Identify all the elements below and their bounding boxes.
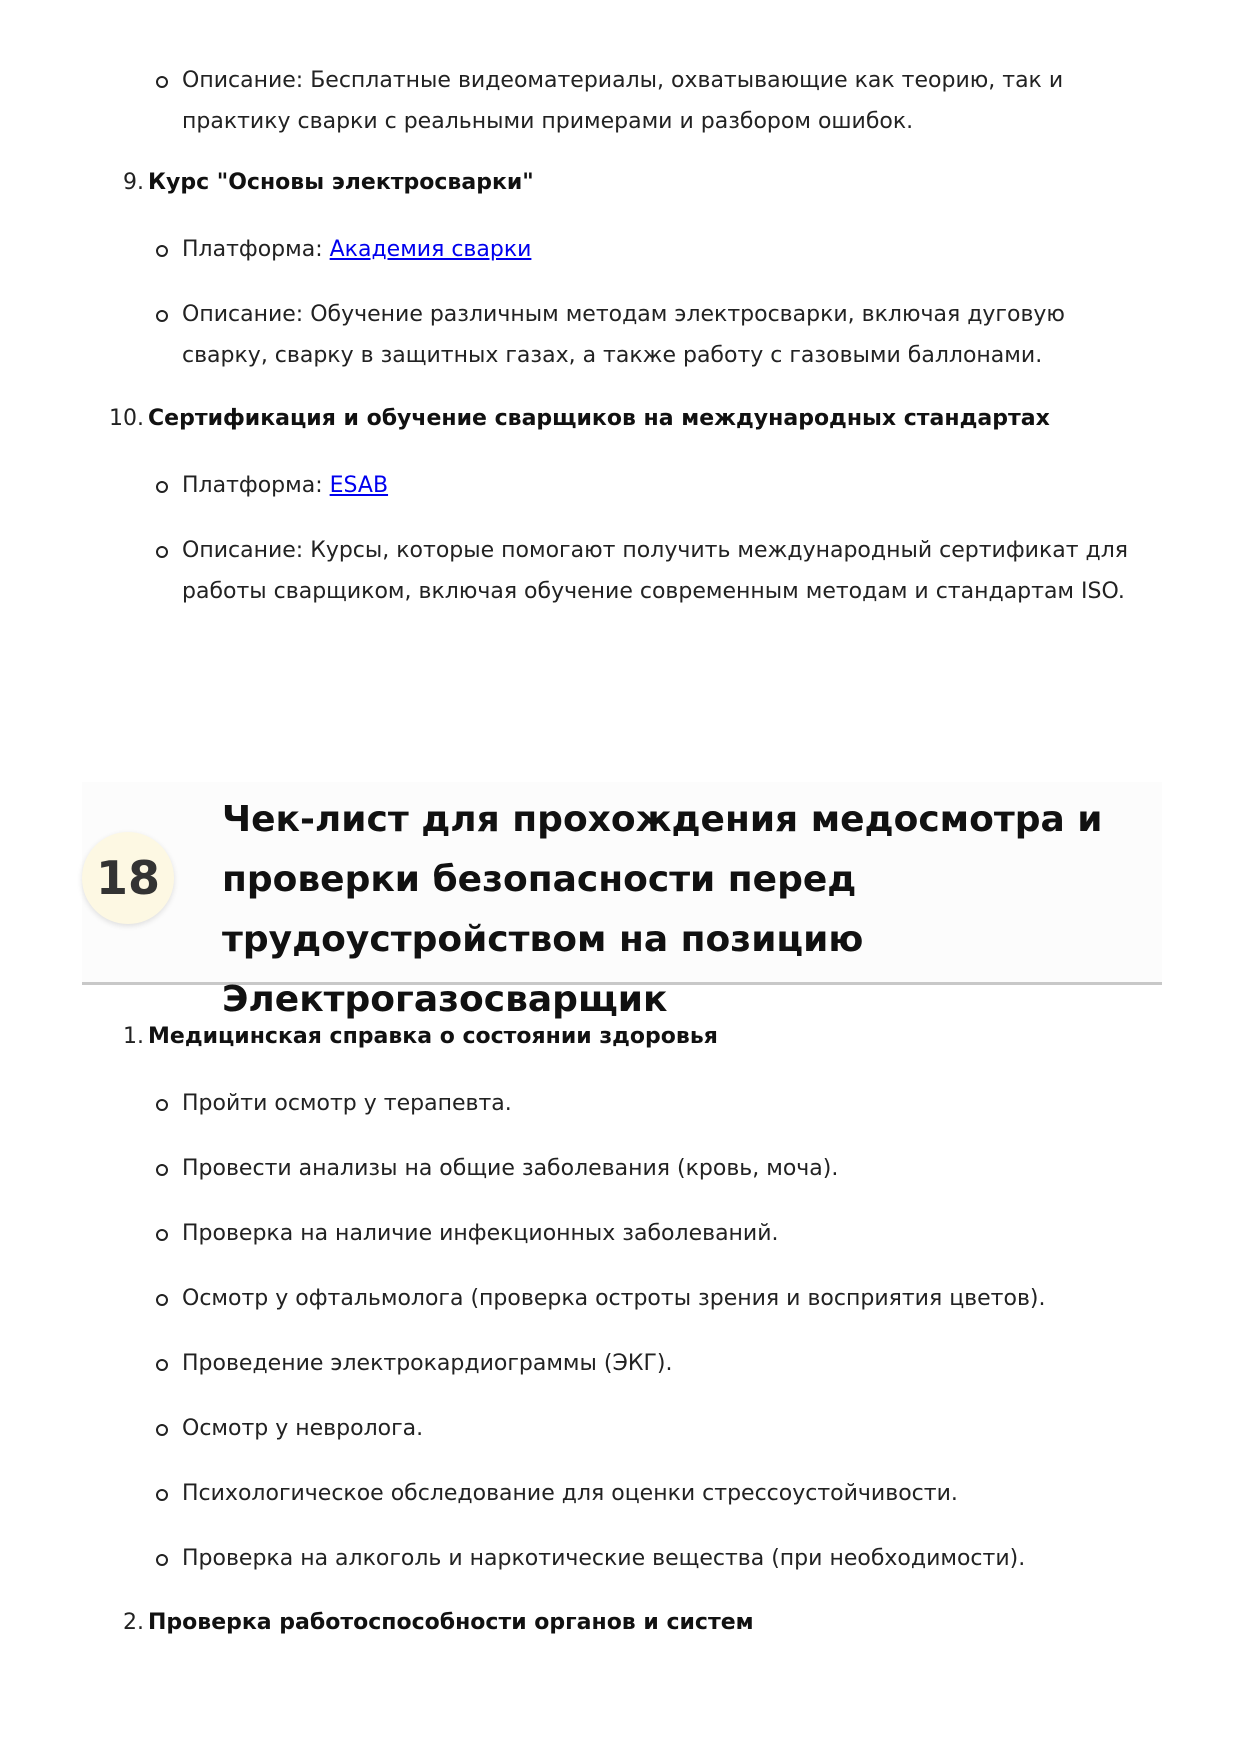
checklist-bullet: Проверка на наличие инфекционных заболеваний. [182,1221,779,1246]
checklist-bullet: Пройти осмотр у терапевта. [182,1091,512,1116]
bullet-circle-icon [156,310,168,322]
checklist-bullet: Осмотр у офтальмолога (проверка остроты зрения и восприятия цветов). [182,1286,1046,1311]
bullet-circle-icon [156,1489,168,1501]
platform-label: Платформа: [182,473,330,498]
list-item [182,1408,1152,1449]
item9-description: Описание: Обучение различным методам электросварки, включая дуговую сварку, сварку в защитных газах, а также работу с газовыми баллонами. [182,302,1065,368]
bullet-circle-icon [156,1359,168,1371]
list-item [182,294,1152,376]
bullet-circle-icon [156,1229,168,1241]
item8-description: Описание: Бесплатные видеоматериалы, охватывающие как теорию, так и практику сварки с реальными примерами и разбором ошибок. [182,68,1064,134]
list-item [182,1473,1152,1514]
list-item [182,1538,1152,1579]
platform-link-welding-academy[interactable]: Академия сварки [329,237,532,262]
bullet-circle-icon [156,76,168,88]
section-title: Чек-лист для прохождения медосмотра и проверки безопасности перед трудоустройством на позицию Электрогазосварщик [222,799,1103,1020]
item-number: 10. [109,406,144,431]
bullet-circle-icon [156,546,168,558]
checklist-bullet: Проведение электрокардиограммы (ЭКГ). [182,1351,673,1376]
checklist-bullet: Провести анализы на общие заболевания (кровь, моча). [182,1156,839,1181]
bullet-circle-icon [156,1294,168,1306]
list-item [182,1343,1152,1384]
numbered-item-2 [100,1608,1100,1638]
item-number: 2. [123,1610,144,1635]
numbered-item-9 [100,168,1100,198]
platform-label: Платформа: [182,237,330,262]
item-number: 9. [123,170,144,195]
numbered-item-1 [100,1022,1100,1052]
item-number: 1. [123,1024,144,1049]
item-title: Медицинская справка о состоянии здоровья [148,1024,718,1049]
checklist-bullet: Осмотр у невролога. [182,1416,424,1441]
list-item [182,1278,1152,1319]
list-item [182,60,1152,142]
bullet-circle-icon [156,245,168,257]
item-title: Сертификация и обучение сварщиков на международных стандартах [148,406,1050,431]
item-title: Проверка работоспособности органов и систем [148,1610,754,1635]
list-item [182,229,1152,270]
list-item [182,1083,1152,1124]
list-item [182,530,1152,612]
list-item [182,1213,1152,1254]
item-title: Курс "Основы электросварки" [148,170,534,195]
bullet-circle-icon [156,1164,168,1176]
checklist-bullet: Психологическое обследование для оценки стрессоустойчивости. [182,1481,958,1506]
list-item [182,465,1152,506]
list-item [182,1148,1152,1189]
numbered-item-10 [100,404,1100,434]
checklist-bullet: Проверка на алкоголь и наркотические вещества (при необходимости). [182,1546,1026,1571]
bullet-circle-icon [156,1554,168,1566]
bullet-circle-icon [156,1424,168,1436]
section-number-badge: 18 [82,832,174,924]
item10-description: Описание: Курсы, которые помогают получить международный сертификат для работы сварщиком, включая обучение современным методам и стандартам ISO. [182,538,1129,604]
bullet-circle-icon [156,1099,168,1111]
bullet-circle-icon [156,481,168,493]
platform-link-esab[interactable]: ESAB [329,473,389,498]
